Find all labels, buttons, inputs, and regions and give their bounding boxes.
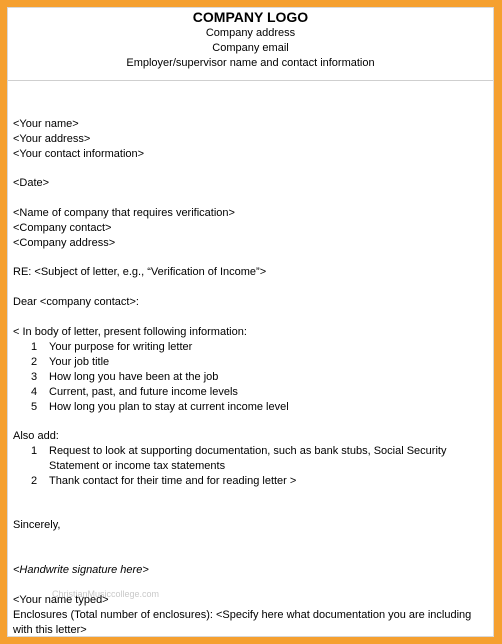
- sender-address: <Your address>: [13, 133, 91, 145]
- watermark: ChristianMusiccollege.com: [52, 589, 160, 599]
- list-number: 4: [31, 386, 38, 398]
- sender-contact: <Your contact information>: [13, 148, 145, 160]
- recipient-address: <Company address>: [13, 237, 116, 249]
- company-address: Company address: [205, 27, 296, 39]
- typed-name: <Your name typed>: [13, 594, 109, 606]
- list-item: Current, past, and future income levels: [49, 386, 238, 398]
- list-item-continued: Statement or income tax statements: [49, 460, 226, 472]
- recipient-company: <Name of company that requires verification>: [13, 207, 235, 219]
- company-email: Company email: [212, 42, 289, 54]
- subject-line: RE: <Subject of letter, e.g., “Verification of Income”>: [13, 266, 267, 278]
- list-item: How long you plan to stay at current income level: [49, 401, 289, 413]
- letter-date: <Date>: [13, 177, 50, 189]
- signature-placeholder: <Handwrite signature here>: [13, 564, 149, 576]
- list-number: 3: [31, 371, 38, 383]
- list-item: Your job title: [49, 356, 110, 368]
- sender-name: <Your name>: [13, 118, 79, 130]
- list-number: 2: [31, 475, 38, 487]
- company-logo: COMPANY LOGO: [192, 9, 309, 25]
- greeting: Dear <company contact>:: [13, 296, 139, 308]
- list-item: Request to look at supporting documentation, such as bank stubs, Social Security: [49, 445, 447, 457]
- list-item: Thank contact for their time and for reading letter >: [49, 475, 297, 487]
- list-item: How long you have been at the job: [49, 371, 219, 383]
- list-number: 5: [31, 401, 38, 413]
- body-intro: < In body of letter, present following information:: [13, 326, 247, 338]
- letter-page: [7, 7, 494, 637]
- closing: Sincerely,: [13, 519, 61, 531]
- recipient-contact: <Company contact>: [13, 222, 112, 234]
- list-item: Your purpose for writing letter: [49, 341, 193, 353]
- list-number: 2: [31, 356, 38, 368]
- letter-header: [8, 8, 493, 81]
- list-number: 1: [31, 341, 38, 353]
- list-number: 1: [31, 445, 38, 457]
- enclosures-line: Enclosures (Total number of enclosures): <Specify here what documentation you are including: [13, 609, 472, 621]
- also-add-heading: Also add:: [13, 430, 59, 442]
- employer-contact: Employer/supervisor name and contact information: [126, 57, 375, 69]
- enclosures-line-continued: with this letter>: [13, 624, 87, 636]
